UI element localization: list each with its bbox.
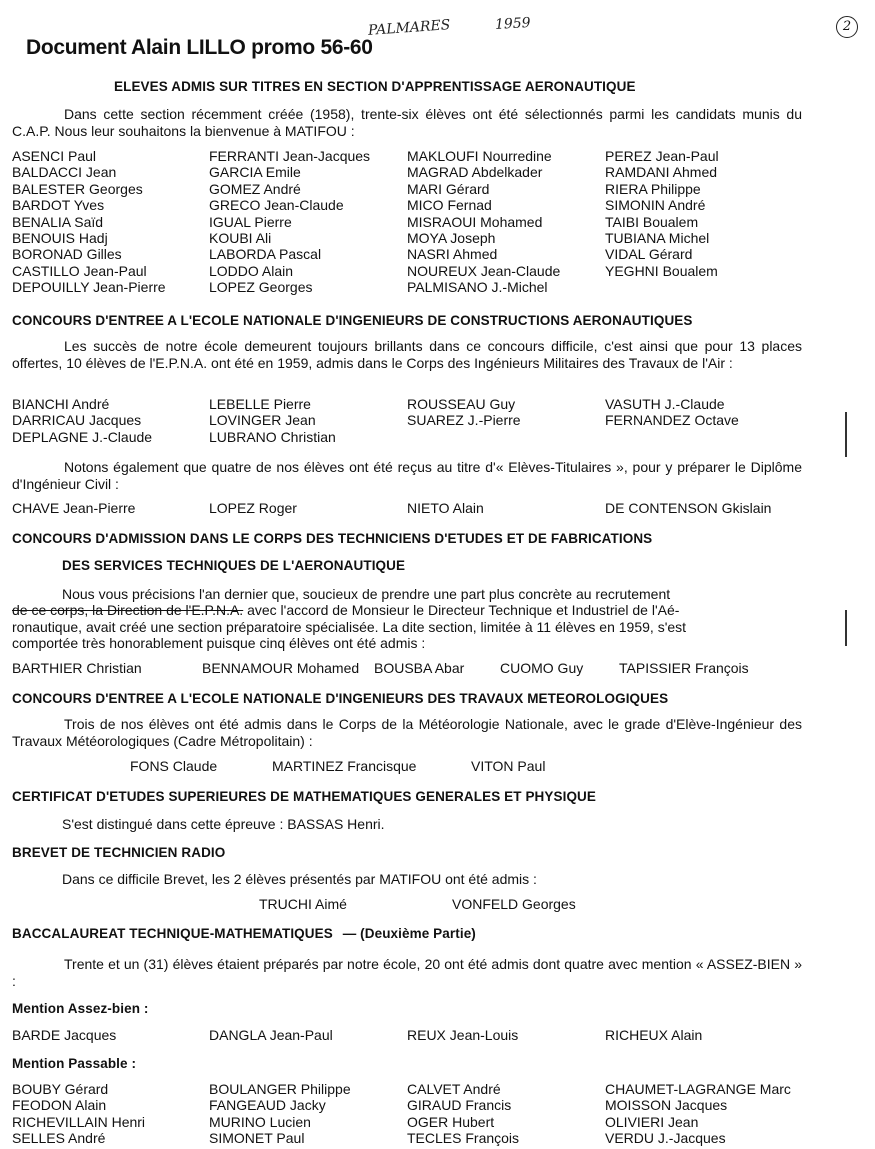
student-name: VITON Paul <box>471 758 546 774</box>
paragraph: Les succès de notre école demeurent toujours brillants dans ce concours difficile, c'est ainsi que pour 13 places offertes, 10 élèves de l'E.P.N.A. ont été en 1959, admis dans le Corps des Ingénieurs Militaires des Travaux de l'Air : <box>12 338 802 371</box>
paragraph-line: ronautique, avait créé une section préparatoire spécialisée. La dite section, limitée à 11 élèves en 1959, s'est <box>12 619 687 635</box>
heading-suffix: — (Deuxième Partie) <box>342 926 476 941</box>
student-name: NASRI Ahmed <box>407 246 498 263</box>
section-text-certificat: S'est distingué dans cette épreuve : BASSAS Henri. <box>62 816 385 832</box>
name-column <box>407 1081 605 1147</box>
heading-text: BACCALAUREAT TECHNIQUE-MATHEMATIQUES <box>12 926 333 941</box>
student-name: TECLES François <box>407 1130 520 1147</box>
student-name: LEBELLE Pierre <box>209 396 311 412</box>
name-column <box>12 396 209 445</box>
student-name: MAGRAD Abdelkader <box>407 164 543 181</box>
student-name: PEREZ Jean-Paul <box>605 148 719 164</box>
name-column <box>12 1081 209 1147</box>
student-name: LOVINGER Jean <box>209 412 316 429</box>
scan-margin-mark <box>845 412 847 457</box>
student-name: ASENCI Paul <box>12 148 97 164</box>
section-text-brevet: Dans ce difficile Brevet, les 2 élèves présentés par MATIFOU ont été admis : <box>62 871 537 887</box>
student-name: GRECO Jean-Claude <box>209 197 344 214</box>
student-name: VASUTH J.-Claude <box>605 396 725 412</box>
student-name: CHAUMET-LAGRANGE Marc <box>605 1081 791 1097</box>
section-heading-techniciens: CONCOURS D'ADMISSION DANS LE CORPS DES TECHNICIENS D'ETUDES ET DE FABRICATIONS <box>12 531 653 546</box>
name-column <box>209 396 407 445</box>
student-name: FANGEAUD Jacky <box>209 1097 326 1114</box>
student-name: DEPLAGNE J.-Claude <box>12 428 153 445</box>
student-name: SUAREZ J.-Pierre <box>407 412 521 429</box>
student-name: MARI Gérard <box>407 180 490 197</box>
name-column <box>209 148 407 296</box>
handwritten-year: 1959 <box>494 15 532 33</box>
handwritten-palmares: PALMARES <box>367 17 451 39</box>
student-name: LOPEZ Georges <box>209 279 313 296</box>
student-name: MAKLOUFI Nourredine <box>407 148 552 164</box>
student-name: RIERA Philippe <box>605 180 701 197</box>
student-name: RAMDANI Ahmed <box>605 164 718 181</box>
section-heading-meteorologie: CONCOURS D'ENTREE A L'ECOLE NATIONALE D'INGENIEURS DES TRAVAUX METEOROLOGIQUES <box>12 691 669 706</box>
student-list-passable <box>12 1081 805 1147</box>
student-name: TAPISSIER François <box>619 660 749 676</box>
student-name: VIDAL Gérard <box>605 246 693 263</box>
student-name: CASTILLO Jean-Paul <box>12 262 147 279</box>
student-name: VONFELD Georges <box>452 896 576 912</box>
section-text-eleves-titulaires <box>12 459 802 492</box>
student-name: LABORDA Pascal <box>209 246 322 263</box>
student-name: DE CONTENSON Gkislain <box>605 500 772 516</box>
paragraph: Trois de nos élèves ont été admis dans le Corps de la Météorologie Nationale, avec le grade d'Elève-Ingénieur des Travaux Météorologiques (Cadre Métropolitain) : <box>12 716 802 749</box>
student-name: NOUREUX Jean-Claude <box>407 262 561 279</box>
student-name: BALESTER Georges <box>12 180 143 197</box>
student-name: SELLES André <box>12 1130 106 1147</box>
paragraph: Notons également que quatre de nos élèves ont été reçus au titre d'« Elèves-Titulaires », pour y préparer le Diplôme d'Ingénieur Civil : <box>12 459 802 492</box>
paragraph: Dans cette section récemment créée (1958), trente-six élèves ont été sélectionnés parmi les candidats munis du C.A.P. Nous leur souhaitons la bienvenue à MATIFOU : <box>12 106 802 139</box>
student-name: CALVET André <box>407 1081 501 1097</box>
student-name: RICHEVILLAIN Henri <box>12 1113 146 1130</box>
section-text-meteorologie <box>12 716 802 749</box>
name-column <box>605 396 805 445</box>
section-heading-apprentissage: ELEVES ADMIS SUR TITRES EN SECTION D'APPRENTISSAGE AERONAUTIQUE <box>114 79 636 94</box>
student-name: OGER Hubert <box>407 1113 495 1130</box>
student-name: GIRAUD Francis <box>407 1097 512 1114</box>
mention-assez-bien-label: Mention Assez-bien : <box>12 1001 149 1016</box>
student-name: MURINO Lucien <box>209 1113 311 1130</box>
section-text-ensica <box>12 338 802 371</box>
paragraph-text: avec l'accord de Monsieur le Directeur Technique et Industriel de l'Aé- <box>243 602 680 618</box>
student-name: BORONAD Gilles <box>12 246 122 263</box>
student-name: CUOMO Guy <box>500 660 584 676</box>
student-name: BOULANGER Philippe <box>209 1081 351 1097</box>
student-name: BENOUIS Hadj <box>12 230 108 247</box>
name-column <box>12 148 209 296</box>
student-list-ensica <box>12 396 805 445</box>
name-column <box>209 1081 407 1147</box>
student-name: VERDU J.-Jacques <box>605 1130 726 1147</box>
student-name: OLIVIERI Jean <box>605 1113 699 1130</box>
student-name: FEODON Alain <box>12 1097 107 1114</box>
paragraph-line <box>12 602 679 618</box>
student-name: BALDACCI Jean <box>12 164 117 181</box>
student-name: BIANCHI André <box>12 396 110 412</box>
student-name: MOYA Joseph <box>407 230 496 247</box>
student-list-apprentissage <box>12 148 805 296</box>
student-name: DEPOUILLY Jean-Pierre <box>12 279 166 296</box>
section-heading-ensica: CONCOURS D'ENTREE A L'ECOLE NATIONALE D'INGENIEURS DE CONSTRUCTIONS AERONAUTIQUES <box>12 313 693 328</box>
student-name: SIMONIN André <box>605 197 706 214</box>
student-name: SIMONET Paul <box>209 1130 305 1147</box>
paragraph-line: comportée très honorablement puisque cinq élèves ont été admis : <box>12 635 426 651</box>
section-subheading-techniciens: DES SERVICES TECHNIQUES DE L'AERONAUTIQUE <box>62 558 406 573</box>
student-name: BENALIA Saïd <box>12 213 104 230</box>
paragraph: Trente et un (31) élèves étaient préparés par notre école, 20 ont été admis dont quatre avec mention « ASSEZ-BIEN » : <box>12 956 802 989</box>
student-list-assez-bien <box>12 1027 805 1043</box>
student-name: BENNAMOUR Mohamed <box>202 660 360 676</box>
paragraph-line: Nous vous précisions l'an dernier que, soucieux de prendre une part plus concrète au recrutement <box>62 586 671 602</box>
student-name: BOUBY Gérard <box>12 1081 109 1097</box>
student-name: REUX Jean-Louis <box>407 1027 519 1043</box>
student-name: LODDO Alain <box>209 262 294 279</box>
student-name: FERNANDEZ Octave <box>605 412 739 429</box>
student-name: NIETO Alain <box>407 500 484 516</box>
struck-text: de ce corps, la Direction de l'E.P.N.A. <box>12 602 244 618</box>
name-column <box>605 148 805 296</box>
student-name: KOUBI Ali <box>209 230 272 247</box>
student-name: LUBRANO Christian <box>209 428 336 445</box>
student-name: BARDE Jacques <box>12 1027 117 1043</box>
section-text-apprentissage <box>12 106 802 139</box>
section-heading-brevet: BREVET DE TECHNICIEN RADIO <box>12 845 226 860</box>
student-name: ROUSSEAU Guy <box>407 396 516 412</box>
student-name: GARCIA Emile <box>209 164 301 181</box>
name-column <box>407 148 605 296</box>
student-name: YEGHNI Boualem <box>605 262 718 279</box>
student-name: MICO Fernad <box>407 197 492 214</box>
page-number: 2 <box>836 16 858 38</box>
student-name: TRUCHI Aimé <box>259 896 347 912</box>
student-name: FERRANTI Jean-Jacques <box>209 148 371 164</box>
student-name: GOMEZ André <box>209 180 301 197</box>
document-title: Document Alain LILLO promo 56-60 <box>26 36 373 59</box>
student-name: TAIBI Boualem <box>605 213 699 230</box>
student-name: CHAVE Jean-Pierre <box>12 500 136 516</box>
section-heading-baccalaureat <box>12 926 476 941</box>
student-name: RICHEUX Alain <box>605 1027 703 1043</box>
name-column <box>407 396 605 445</box>
student-name: BOUSBA Abar <box>374 660 465 676</box>
scan-margin-mark <box>845 610 847 646</box>
student-list-titulaires <box>12 500 805 516</box>
student-name: IGUAL Pierre <box>209 213 292 230</box>
student-name: DARRICAU Jacques <box>12 412 142 429</box>
student-name: MISRAOUI Mohamed <box>407 213 543 230</box>
student-name: BARTHIER Christian <box>12 660 142 676</box>
student-name: DANGLA Jean-Paul <box>209 1027 333 1043</box>
section-heading-certificat: CERTIFICAT D'ETUDES SUPERIEURES DE MATHEMATIQUES GENERALES ET PHYSIQUE <box>12 789 597 804</box>
section-text-baccalaureat <box>12 956 802 989</box>
student-name: MOISSON Jacques <box>605 1097 728 1114</box>
mention-passable-label: Mention Passable : <box>12 1056 137 1071</box>
name-column <box>605 1081 805 1147</box>
student-name: PALMISANO J.-Michel <box>407 279 548 296</box>
student-name: FONS Claude <box>130 758 218 774</box>
student-name: LOPEZ Roger <box>209 500 297 516</box>
student-name: MARTINEZ Francisque <box>272 758 417 774</box>
student-name: TUBIANA Michel <box>605 230 710 247</box>
student-name: BARDOT Yves <box>12 197 105 214</box>
